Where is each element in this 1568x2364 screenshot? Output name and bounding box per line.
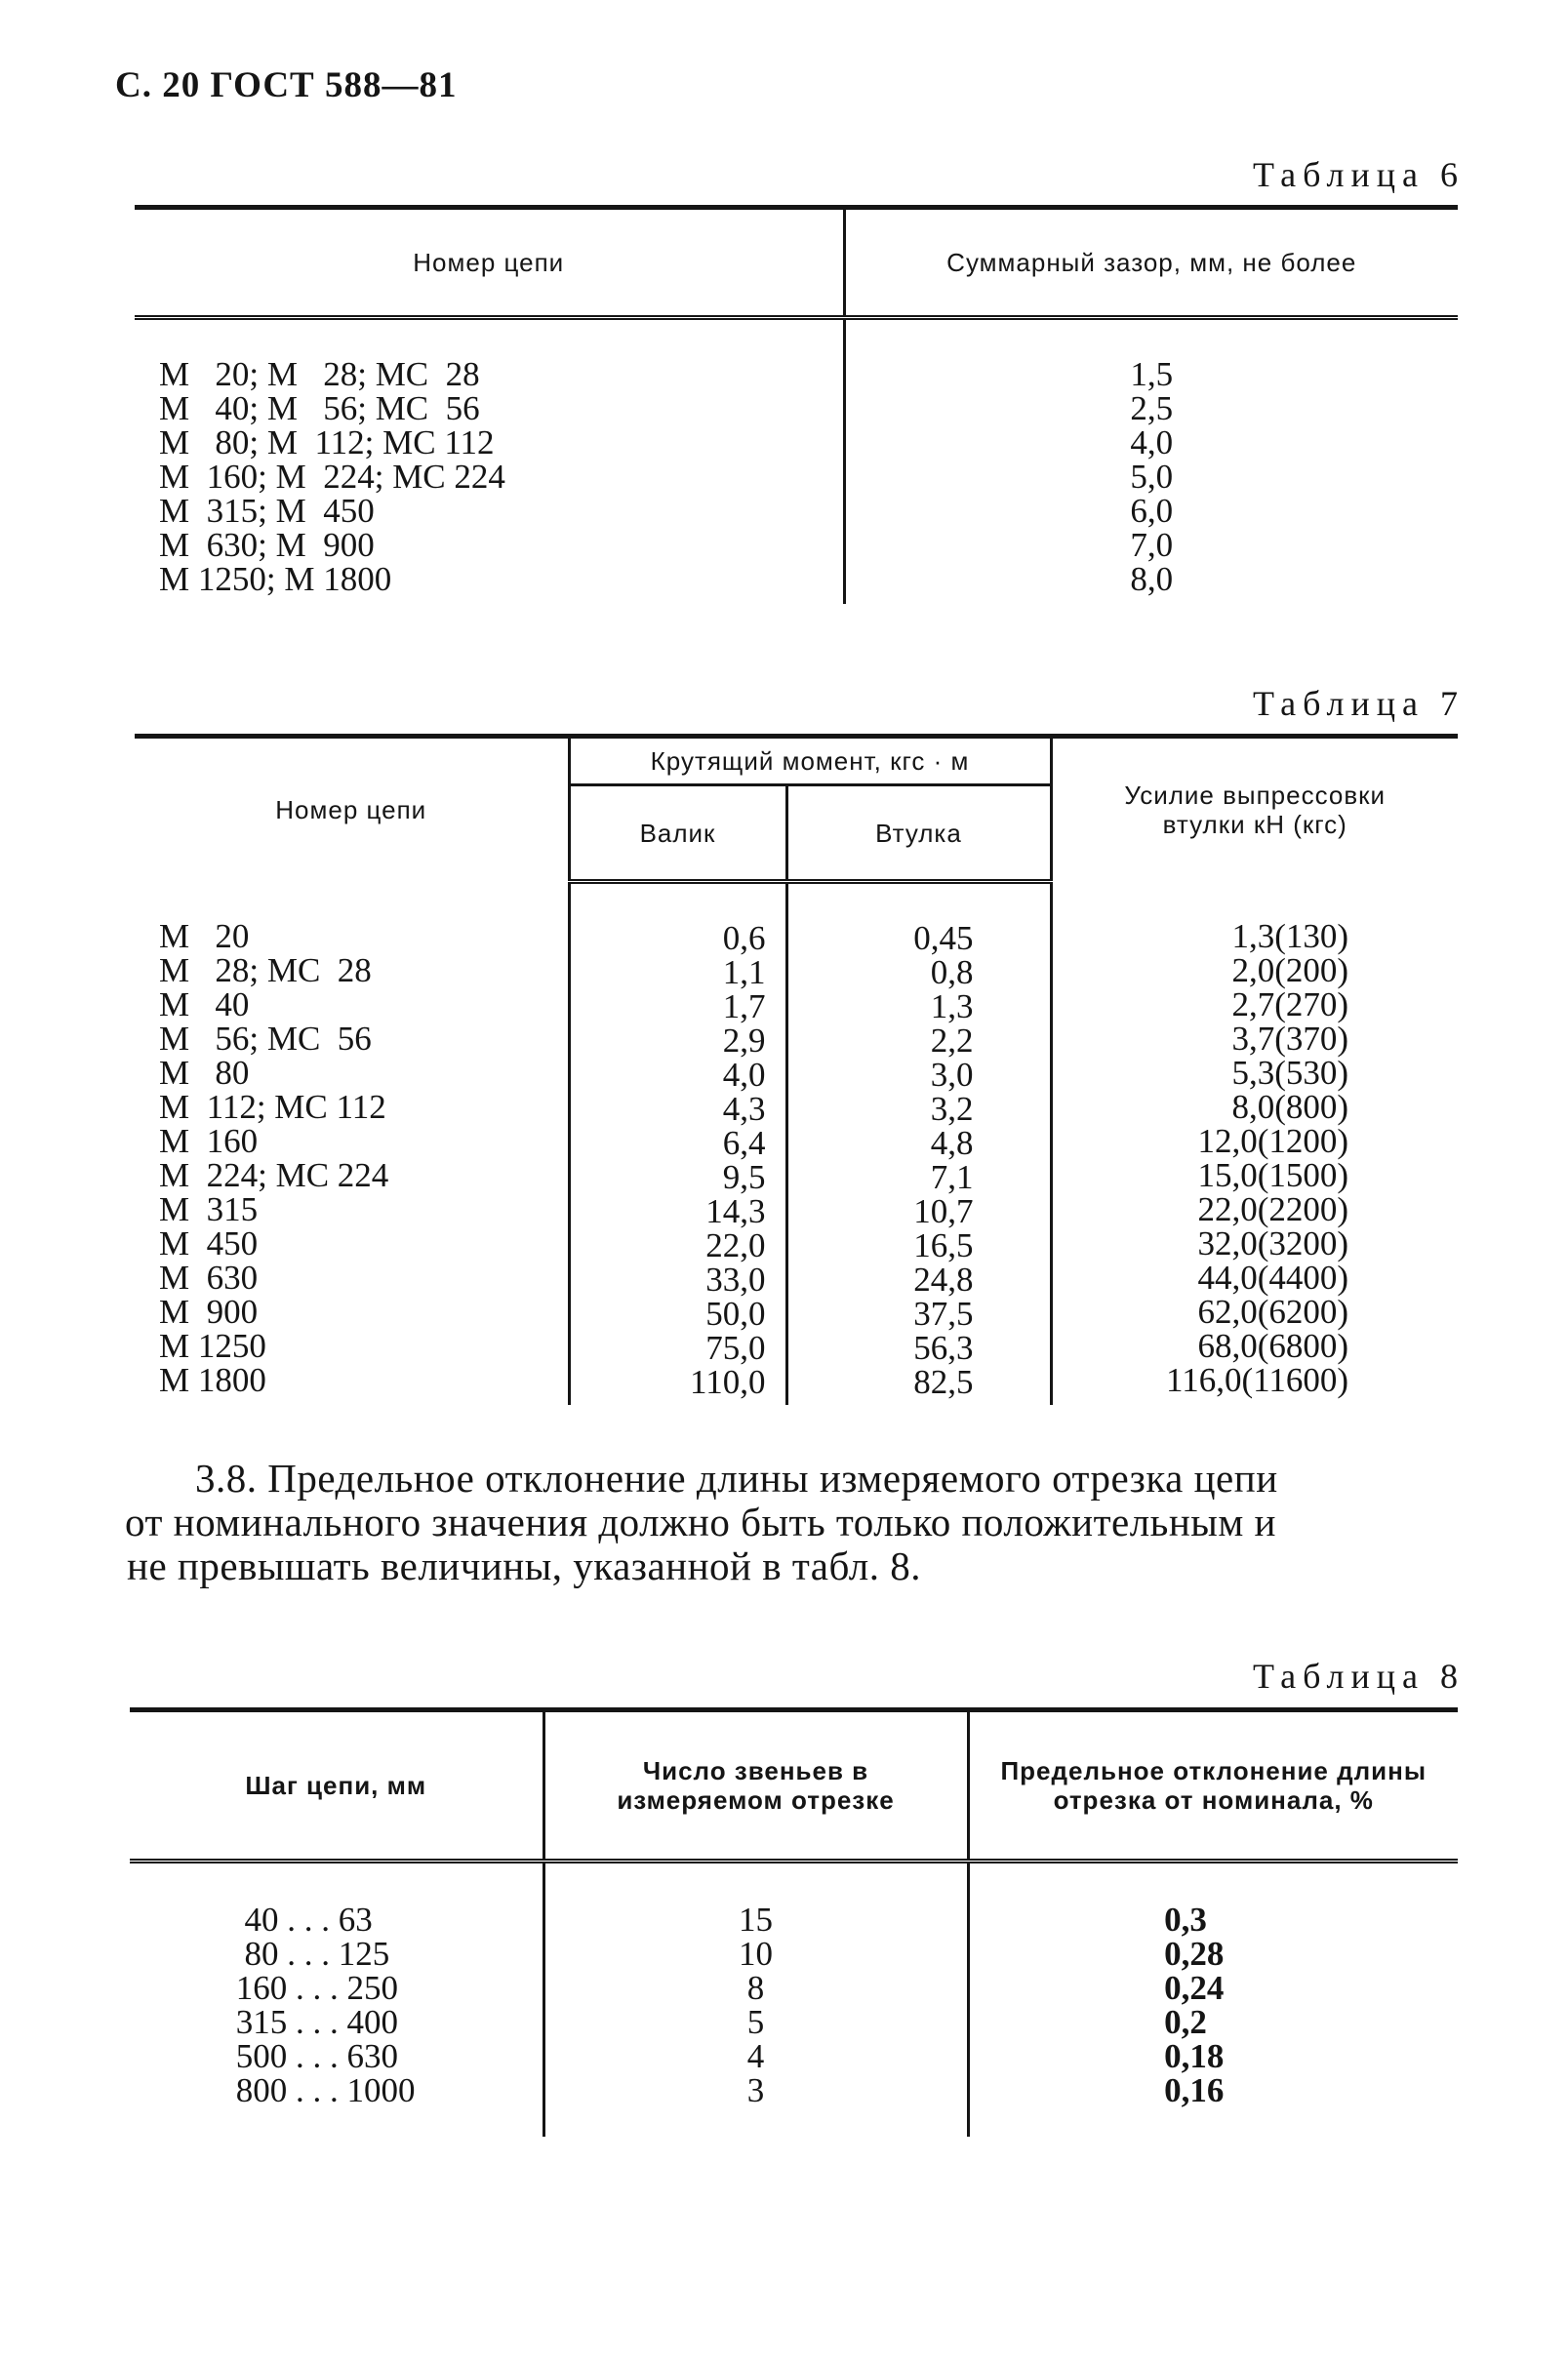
table6-cell-gap: 1,5: [1130, 355, 1174, 393]
table7-cell-shaft: 2,9: [722, 1022, 766, 1060]
table7-cell-bush: 24,8: [913, 1261, 974, 1299]
table7-cell-shaft: 110,0: [690, 1363, 766, 1401]
table7-cell-bush: 3,2: [930, 1090, 974, 1128]
table8-cell-links: 15: [739, 1901, 773, 1939]
table8-header-links-line1: Число звеньев в: [642, 1756, 869, 1785]
table7-cell-bush: 4,8: [930, 1124, 974, 1162]
table7-header-bush: Втулка: [786, 785, 1051, 882]
table7-cell-shaft: 4,3: [722, 1090, 766, 1128]
table8-caption: Таблица 8: [1253, 1657, 1465, 1696]
table8-cell-dev: 0,18: [1164, 2037, 1225, 2075]
table7-cell-bush: 10,7: [913, 1192, 974, 1230]
table7-cell-force: 22,0(2200): [1197, 1189, 1348, 1228]
table8-cell-dev: 0,24: [1164, 1969, 1225, 2007]
table7-header-shaft: Валик: [569, 785, 786, 882]
table7-cell-bush: 56,3: [913, 1329, 974, 1367]
table8-cell-dev: 0,2: [1164, 2003, 1207, 2041]
table8-cell-links: 5: [746, 2003, 765, 2041]
table7-cell-bush: 7,1: [930, 1158, 974, 1196]
table8-header-links: [543, 1710, 968, 1862]
table7-cell-bush: 2,2: [930, 1022, 974, 1060]
table6-cell-chain: М 1250; М 1800: [159, 560, 392, 598]
table8-cell-links: 10: [739, 1935, 773, 1973]
table7-cell-chain: М 80: [159, 1053, 250, 1092]
table7-cell-chain: М 450: [159, 1223, 259, 1262]
table6-cell-gap: 5,0: [1130, 458, 1174, 496]
paragraph-line-1: 3.8. Предельное отклонение длины измеряемого отрезка цепи: [195, 1456, 1278, 1501]
table7-cell-force: 5,3(530): [1231, 1053, 1348, 1092]
table7-cell-chain: М 224; МС 224: [159, 1155, 389, 1194]
table8-cell-dev: 0,28: [1164, 1935, 1225, 1973]
table7-cell-shaft: 6,4: [722, 1124, 766, 1162]
table6-chain-column: [135, 318, 844, 605]
table6-caption: Таблица 6: [1253, 155, 1465, 194]
table7-cell-force: 2,7(270): [1231, 984, 1348, 1023]
table8-cell-pitch: 500 . . . 630: [227, 2037, 398, 2075]
table6-cell-chain: М 80; М 112; МС 112: [159, 423, 495, 461]
table7-cell-chain: М 160: [159, 1121, 259, 1160]
table7-shaft-column: [569, 882, 786, 1406]
table7-cell-force: 12,0(1200): [1197, 1121, 1348, 1160]
table7-cell-chain: М 900: [159, 1292, 259, 1331]
table7-caption: Таблица 7: [1253, 684, 1465, 723]
table7-cell-chain: М 315: [159, 1189, 259, 1228]
table8-dev-column: [968, 1862, 1458, 2138]
table6-cell-chain: М 40; М 56; МС 56: [159, 389, 480, 427]
table7-cell-force: 3,7(370): [1231, 1019, 1348, 1058]
table7-cell-chain: М 1800: [159, 1360, 266, 1399]
table8-cell-links: 8: [746, 1969, 765, 2007]
table7-cell-shaft: 1,7: [722, 987, 766, 1025]
table7-cell-force: 44,0(4400): [1197, 1258, 1348, 1297]
paragraph-line-3: не превышать величины, указанной в табл. 8.: [127, 1543, 922, 1588]
table6-cell-gap: 4,0: [1130, 423, 1174, 461]
table7-cell-force: 32,0(3200): [1197, 1223, 1348, 1262]
table7-cell-shaft: 22,0: [705, 1226, 766, 1264]
table8-cell-dev: 0,16: [1164, 2071, 1225, 2109]
table7-cell-shaft: 50,0: [705, 1295, 766, 1333]
table8: [130, 1707, 1458, 2137]
table6-cell-gap: 8,0: [1130, 560, 1174, 598]
table8-cell-pitch: 160 . . . 250: [227, 1969, 398, 2007]
page-header: С. 20 ГОСТ 588—81: [115, 65, 458, 105]
table7-cell-chain: М 56; МС 56: [159, 1019, 372, 1058]
table6-cell-gap: 6,0: [1130, 492, 1174, 530]
table7-cell-force: 1,3(130): [1231, 916, 1348, 955]
table7-cell-bush: 3,0: [930, 1056, 974, 1094]
table7-cell-force: 8,0(800): [1231, 1087, 1348, 1126]
table7-cell-force: 116,0(11600): [1166, 1360, 1348, 1399]
table8-header-dev-line2: отрезка от номинала, %: [1053, 1785, 1374, 1815]
table7-cell-shaft: 9,5: [722, 1158, 766, 1196]
table7-cell-chain: М 630: [159, 1258, 259, 1297]
table8-cell-links: 4: [746, 2037, 765, 2075]
table7-bush-column: [786, 882, 1051, 1406]
table6-header-chain: Номер цепи: [135, 208, 844, 318]
table7-cell-force: 2,0(200): [1231, 950, 1348, 989]
table7-header-chain: Номер цепи: [135, 737, 569, 882]
table8-cell-links: 3: [746, 2071, 765, 2109]
table8-cell-pitch: 800 . . . 1000: [227, 2071, 416, 2109]
table7-header-force-line2: втулки кН (кгс): [1162, 810, 1347, 840]
table7-cell-bush: 16,5: [913, 1226, 974, 1264]
table8-cell-pitch: 315 . . . 400: [227, 2003, 398, 2041]
table6-cell-chain: М 20; М 28; МС 28: [159, 355, 480, 393]
paragraph-line-2: от номинального значения должно быть только положительным и: [125, 1500, 1276, 1544]
table7-cell-shaft: 75,0: [705, 1329, 766, 1367]
table8-header-links-line2: измеряемом отрезке: [617, 1785, 895, 1815]
table7-cell-chain: М 20: [159, 916, 250, 955]
table7-cell-force: 15,0(1500): [1197, 1155, 1348, 1194]
table7-cell-force: 62,0(6200): [1197, 1292, 1348, 1331]
table8-header-dev: [968, 1710, 1458, 1862]
table6-cell-gap: 7,0: [1130, 526, 1174, 564]
table7-cell-bush: 0,8: [930, 953, 974, 991]
table7-cell-bush: 0,45: [913, 919, 974, 957]
table6-gap-column: [844, 318, 1458, 605]
table8-header-dev-line1: Предельное отклонение длины: [1000, 1756, 1427, 1785]
table7-cell-shaft: 33,0: [705, 1261, 766, 1299]
table7-cell-bush: 37,5: [913, 1295, 974, 1333]
table7-header-force-line1: Усилие выпрессовки: [1124, 781, 1387, 811]
table8-cell-pitch: 40 . . . 63: [227, 1901, 373, 1939]
table8-cell-pitch: 80 . . . 125: [227, 1935, 390, 1973]
table7-cell-chain: М 112; МС 112: [159, 1087, 386, 1126]
table6-cell-chain: М 630; М 900: [159, 526, 375, 564]
table7-cell-shaft: 14,3: [705, 1192, 766, 1230]
table7-cell-shaft: 0,6: [722, 919, 766, 957]
table7-cell-shaft: 1,1: [722, 953, 766, 991]
table6-cell-gap: 2,5: [1130, 389, 1174, 427]
table7-cell-bush: 82,5: [913, 1363, 974, 1401]
table7: [135, 734, 1458, 1405]
table7-cell-chain: М 1250: [159, 1326, 266, 1365]
table7-cell-shaft: 4,0: [722, 1056, 766, 1094]
table8-cell-dev: 0,3: [1164, 1901, 1207, 1939]
table7-cell-bush: 1,3: [930, 987, 974, 1025]
table7-header-torque: Крутящий момент, кгс · м: [569, 737, 1051, 785]
paragraph-3-8: [127, 1457, 1471, 1588]
table7-force-column: [1051, 882, 1458, 1406]
table6-cell-chain: М 315; М 450: [159, 492, 375, 530]
table7-chain-column: [135, 882, 569, 1406]
table6-header-gap: Суммарный зазор, мм, не более: [844, 208, 1458, 318]
table7-cell-chain: М 40: [159, 984, 250, 1023]
table8-header-pitch: Шаг цепи, мм: [130, 1710, 543, 1862]
table8-links-column: [543, 1862, 968, 2138]
table6-cell-chain: М 160; М 224; МС 224: [159, 458, 505, 496]
table7-cell-force: 68,0(6800): [1197, 1326, 1348, 1365]
table6: [135, 205, 1458, 604]
table8-pitch-column: [130, 1862, 543, 2138]
table7-header-force: [1051, 737, 1458, 882]
table7-cell-chain: М 28; МС 28: [159, 950, 372, 989]
